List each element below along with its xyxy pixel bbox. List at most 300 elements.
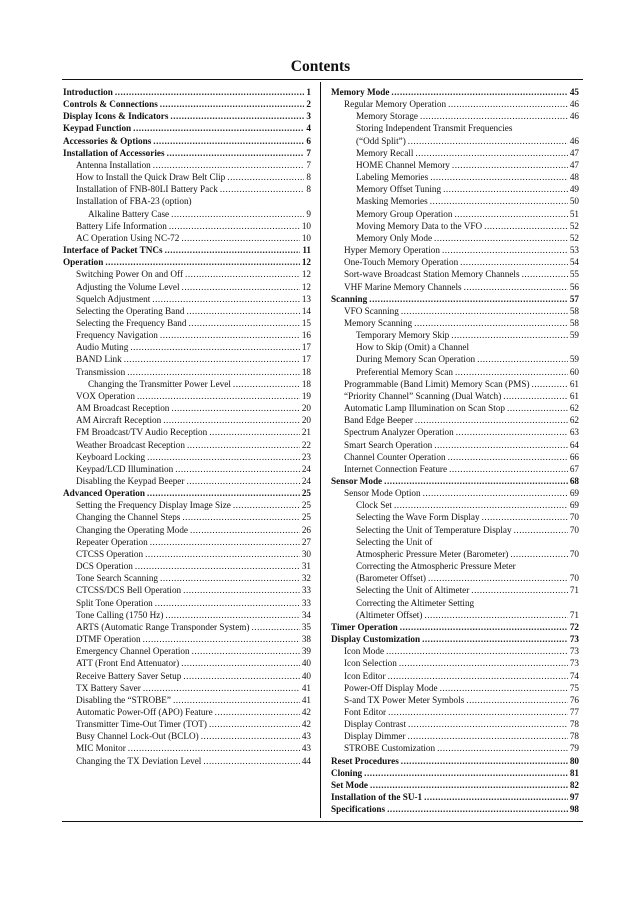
- toc-entry-title: During Memory Scan Operation: [356, 354, 476, 365]
- toc-leader-dots: [160, 329, 300, 341]
- toc-entry[interactable]: [331, 536, 579, 548]
- toc-entry-title: Memory Storage: [356, 111, 419, 122]
- toc-entry-title: ATT (Front End Attenuator): [76, 658, 180, 669]
- toc-entry[interactable]: [63, 560, 311, 572]
- toc-entry-title: Font Editor: [344, 706, 387, 717]
- toc-entry-title: Spectrum Analyzer Operation: [344, 427, 454, 438]
- toc-entry-title: CTCSS Operation: [76, 548, 144, 559]
- toc-leader-dots: [153, 135, 304, 147]
- toc-entry-page: 7: [306, 159, 311, 170]
- toc-entry-page: 53: [569, 245, 579, 256]
- toc-entry-title: Display Customization: [331, 634, 421, 645]
- toc-entry[interactable]: [63, 645, 311, 657]
- toc-leader-dots: [370, 779, 568, 791]
- toc-entry[interactable]: [63, 742, 311, 754]
- toc-leader-dots: [227, 171, 304, 183]
- toc-entry-title: Disabling the “STROBE”: [76, 694, 171, 705]
- toc-entry[interactable]: [331, 633, 579, 645]
- toc-entry-title: Transmitter Time-Out Timer (TOT): [76, 719, 207, 730]
- toc-entry[interactable]: [331, 572, 579, 584]
- toc-leader-dots: [443, 183, 568, 195]
- toc-entry-page: 43: [301, 731, 311, 742]
- toc-leader-dots: [464, 281, 568, 293]
- toc-entry-title: TX Battery Saver: [76, 682, 141, 693]
- toc-entry[interactable]: [331, 451, 579, 463]
- toc-leader-dots: [153, 159, 305, 171]
- toc-entry[interactable]: [63, 572, 311, 584]
- toc-entry-title: Channel Counter Operation: [344, 451, 446, 462]
- toc-entry[interactable]: [63, 718, 311, 730]
- toc-entry-title: Tone Search Scanning: [76, 573, 159, 584]
- toc-entry[interactable]: [63, 730, 311, 742]
- toc-entry-title: Battery Life Information: [76, 220, 167, 231]
- toc-leader-dots: [160, 572, 300, 584]
- toc-entry-page: 70: [569, 573, 579, 584]
- toc-entry-title: Cloning: [331, 767, 363, 778]
- toc-entry[interactable]: [63, 439, 311, 451]
- toc-entry[interactable]: [331, 232, 579, 244]
- toc-entry[interactable]: [63, 366, 311, 378]
- toc-leader-dots: [387, 803, 568, 815]
- toc-entry-page: 2: [306, 99, 311, 110]
- toc-entry[interactable]: [331, 548, 579, 560]
- toc-entry[interactable]: [63, 390, 311, 402]
- toc-entry[interactable]: [331, 122, 579, 134]
- toc-entry[interactable]: [331, 682, 579, 694]
- toc-entry-title: Split Tone Operation: [76, 597, 153, 608]
- toc-entry[interactable]: [331, 268, 579, 280]
- toc-entry[interactable]: [63, 244, 311, 256]
- toc-entry[interactable]: [63, 536, 311, 548]
- toc-entry-page: 70: [569, 524, 579, 535]
- toc-leader-dots: [171, 402, 299, 414]
- toc-entry[interactable]: [331, 694, 579, 706]
- toc-leader-dots: [430, 171, 568, 183]
- toc-entry-title: How to Skip (Omit) a Channel: [356, 342, 470, 353]
- toc-left-column: [63, 86, 311, 767]
- toc-entry-title: (Altimeter Offset): [356, 609, 423, 620]
- toc-entry-page: 50: [569, 196, 579, 207]
- toc-entry-page: 34: [301, 609, 311, 620]
- toc-leader-dots: [182, 511, 299, 523]
- toc-entry[interactable]: [63, 487, 311, 499]
- toc-entry-title: Internet Connection Feature: [344, 463, 448, 474]
- toc-leader-dots: [408, 730, 568, 742]
- toc-entry-page: 61: [569, 390, 579, 401]
- toc-entry[interactable]: [63, 122, 311, 134]
- toc-entry[interactable]: [63, 670, 311, 682]
- toc-entry[interactable]: [331, 329, 579, 341]
- toc-entry-page: 12: [301, 257, 311, 268]
- toc-entry-page: 40: [301, 658, 311, 669]
- toc-entry[interactable]: [331, 220, 579, 232]
- toc-entry[interactable]: [331, 779, 579, 791]
- toc-entry-title: Storing Independent Transmit Frequencies: [356, 123, 513, 134]
- toc-entry[interactable]: [331, 256, 579, 268]
- toc-entry-page: 62: [569, 403, 579, 414]
- toc-entry-title: AM Broadcast Reception: [76, 403, 170, 414]
- toc-entry-page: 66: [569, 451, 579, 462]
- toc-entry[interactable]: [331, 718, 579, 730]
- toc-entry[interactable]: [63, 86, 311, 98]
- toc-leader-dots: [182, 281, 300, 293]
- toc-entry[interactable]: [63, 147, 311, 159]
- toc-entry[interactable]: [331, 426, 579, 438]
- toc-entry[interactable]: [331, 439, 579, 451]
- toc-entry[interactable]: [63, 329, 311, 341]
- toc-entry-title: Programmable (Band Limit) Memory Scan (PMS): [344, 378, 530, 389]
- toc-entry-page: 42: [301, 719, 311, 730]
- toc-entry-title: Automatic Lamp Illumination on Scan Stop: [344, 403, 506, 414]
- top-rule: [62, 79, 583, 80]
- toc-entry[interactable]: [63, 609, 311, 621]
- toc-leader-dots: [507, 402, 568, 414]
- toc-entry[interactable]: [331, 378, 579, 390]
- toc-entry-page: 12: [301, 269, 311, 280]
- toc-leader-dots: [203, 755, 299, 767]
- toc-entry-title: Selecting the Operating Band: [76, 305, 185, 316]
- toc-entry-title: Moving Memory Data to the VFO: [356, 220, 483, 231]
- toc-entry-page: 73: [569, 634, 579, 645]
- toc-leader-dots: [414, 317, 568, 329]
- toc-entry[interactable]: [63, 755, 311, 767]
- toc-entry[interactable]: [331, 390, 579, 402]
- toc-leader-dots: [128, 742, 300, 754]
- toc-entry[interactable]: [331, 183, 579, 195]
- toc-entry[interactable]: [331, 584, 579, 596]
- toc-entry-title: Memory Offset Tuning: [356, 184, 442, 195]
- toc-entry[interactable]: [63, 256, 311, 268]
- toc-leader-dots: [364, 767, 568, 779]
- toc-entry[interactable]: [331, 670, 579, 682]
- toc-leader-dots: [477, 353, 568, 365]
- toc-entry-title: Advanced Operation: [63, 488, 145, 499]
- toc-leader-dots: [510, 548, 568, 560]
- toc-entry-page: 17: [301, 342, 311, 353]
- toc-entry-title: How to Install the Quick Draw Belt Clip: [76, 172, 226, 183]
- toc-entry[interactable]: [63, 621, 311, 633]
- toc-entry-page: 23: [301, 451, 311, 462]
- toc-leader-dots: [415, 414, 568, 426]
- toc-entry-title: CTCSS/DCS Bell Operation: [76, 585, 182, 596]
- page-title: Contents: [290, 58, 351, 75]
- toc-leader-dots: [165, 244, 301, 256]
- toc-entry-page: 16: [301, 330, 311, 341]
- toc-entry-page: 33: [301, 597, 311, 608]
- toc-entry[interactable]: [63, 98, 311, 110]
- toc-entry[interactable]: [331, 208, 579, 220]
- toc-leader-dots: [209, 426, 300, 438]
- toc-entry[interactable]: [63, 657, 311, 669]
- toc-entry-page: 98: [569, 804, 579, 815]
- toc-entry-title: FM Broadcast/TV Audio Reception: [76, 427, 208, 438]
- toc-entry[interactable]: [63, 451, 311, 463]
- toc-entry-title: Specifications: [331, 804, 386, 815]
- toc-entry-page: 62: [569, 415, 579, 426]
- toc-entry[interactable]: [63, 511, 311, 523]
- toc-entry[interactable]: [331, 609, 579, 621]
- toc-leader-dots: [424, 609, 567, 621]
- toc-entry[interactable]: [63, 208, 311, 220]
- toc-entry-title: Alkaline Battery Case: [88, 208, 170, 219]
- toc-entry[interactable]: [331, 463, 579, 475]
- toc-entry-page: 71: [569, 585, 579, 596]
- toc-entry-title: Band Edge Beeper: [344, 415, 413, 426]
- toc-leader-dots: [133, 122, 304, 134]
- toc-entry[interactable]: [331, 135, 579, 147]
- toc-entry[interactable]: [63, 584, 311, 596]
- toc-entry[interactable]: [63, 402, 311, 414]
- toc-entry-title: Transmission: [76, 366, 126, 377]
- toc-entry[interactable]: [63, 195, 311, 207]
- toc-leader-dots: [430, 195, 568, 207]
- toc-leader-dots: [448, 98, 568, 110]
- toc-entry-title: Memory Only Mode: [356, 232, 433, 243]
- toc-entry-title: Selecting the Unit of: [356, 536, 433, 547]
- toc-entry-title: Operation: [63, 257, 104, 268]
- toc-entry-page: 8: [306, 172, 311, 183]
- toc-entry[interactable]: [63, 183, 311, 195]
- toc-leader-dots: [181, 232, 299, 244]
- toc-leader-dots: [440, 682, 568, 694]
- toc-entry-title: DTMF Operation: [76, 634, 141, 645]
- toc-entry[interactable]: [331, 730, 579, 742]
- toc-leader-dots: [422, 633, 568, 645]
- toc-entry-title: HOME Channel Memory: [356, 159, 450, 170]
- toc-entry-page: 7: [306, 147, 311, 158]
- toc-leader-dots: [420, 110, 568, 122]
- toc-entry[interactable]: [331, 487, 579, 499]
- toc-entry-page: 80: [569, 755, 579, 766]
- toc-entry[interactable]: [63, 426, 311, 438]
- toc-entry-title: Sensor Mode: [331, 476, 383, 486]
- toc-entry[interactable]: [331, 171, 579, 183]
- toc-entry-title: Busy Channel Lock-Out (BCLO): [76, 731, 199, 742]
- toc-entry[interactable]: [331, 366, 579, 378]
- toc-entry-page: 74: [569, 670, 579, 681]
- toc-entry[interactable]: [63, 682, 311, 694]
- toc-entry[interactable]: [331, 499, 579, 511]
- toc-entry-page: 68: [569, 476, 579, 486]
- toc-entry-page: 18: [301, 378, 311, 389]
- toc-entry-page: 43: [301, 743, 311, 754]
- toc-entry-page: 20: [301, 415, 311, 426]
- toc-entry-title: Changing the TX Deviation Level: [76, 755, 202, 766]
- toc-entry-title: Installation of FBA-23 (option): [76, 196, 192, 207]
- toc-entry[interactable]: [331, 657, 579, 669]
- toc-entry-page: 73: [569, 646, 579, 657]
- toc-entry[interactable]: [331, 110, 579, 122]
- toc-entry[interactable]: [331, 147, 579, 159]
- toc-leader-dots: [408, 718, 568, 730]
- toc-entry[interactable]: [331, 791, 579, 803]
- toc-entry-page: 97: [569, 792, 579, 803]
- toc-entry-title: Memory Scanning: [344, 317, 413, 328]
- toc-entry[interactable]: [331, 305, 579, 317]
- toc-entry-title: DCS Operation: [76, 561, 133, 572]
- toc-entry[interactable]: [331, 645, 579, 657]
- toc-entry-title: Squelch Adjustment: [76, 293, 151, 304]
- toc-entry[interactable]: [63, 317, 311, 329]
- toc-entry-page: 77: [569, 706, 579, 717]
- toc-entry[interactable]: [63, 341, 311, 353]
- toc-entry[interactable]: [331, 353, 579, 365]
- toc-leader-dots: [384, 475, 568, 487]
- toc-entry-title: Keypad Function: [63, 123, 132, 134]
- toc-entry[interactable]: [331, 159, 579, 171]
- toc-leader-dots: [233, 378, 300, 390]
- toc-entry[interactable]: [331, 317, 579, 329]
- toc-entry[interactable]: [63, 694, 311, 706]
- toc-entry[interactable]: [331, 742, 579, 754]
- toc-entry-title: VFO Scanning: [344, 305, 399, 316]
- toc-entry[interactable]: [331, 195, 579, 207]
- toc-entry[interactable]: [331, 244, 579, 256]
- toc-entry[interactable]: [63, 171, 311, 183]
- toc-entry-page: 79: [569, 743, 579, 754]
- toc-leader-dots: [401, 305, 568, 317]
- toc-entry-page: 25: [301, 488, 311, 499]
- toc-leader-dots: [135, 560, 300, 572]
- toc-leader-dots: [124, 353, 300, 365]
- toc-entry-page: 52: [569, 220, 579, 231]
- toc-entry-page: 8: [306, 184, 311, 195]
- toc-entry-page: 14: [301, 305, 311, 316]
- toc-entry[interactable]: [331, 98, 579, 110]
- toc-entry-page: 61: [569, 378, 579, 389]
- toc-entry-title: (Barometer Offset): [356, 573, 426, 584]
- toc-entry-page: 60: [569, 366, 579, 377]
- toc-leader-dots: [220, 183, 305, 195]
- toc-entry-title: Weather Broadcast Reception: [76, 439, 185, 450]
- toc-entry-page: 41: [301, 682, 311, 693]
- toc-leader-dots: [170, 110, 304, 122]
- toc-entry-page: 72: [569, 621, 579, 632]
- toc-entry-page: 35: [301, 621, 311, 632]
- toc-entry-title: Repeater Operation: [76, 536, 148, 547]
- toc-entry-page: 27: [301, 536, 311, 547]
- toc-entry[interactable]: [331, 767, 579, 779]
- toc-entry[interactable]: [63, 414, 311, 426]
- toc-entry-title: Interface of Packet TNCs: [63, 245, 163, 256]
- toc-entry-page: 58: [569, 305, 579, 316]
- toc-entry-page: 30: [301, 548, 311, 559]
- toc-leader-dots: [401, 755, 568, 767]
- toc-entry[interactable]: [331, 621, 579, 633]
- toc-entry-title: Masking Memories: [356, 196, 428, 207]
- column-divider: [320, 82, 321, 818]
- toc-entry[interactable]: [331, 414, 579, 426]
- toc-entry-page: 73: [569, 658, 579, 669]
- toc-entry-title: Reset Procedures: [331, 755, 399, 766]
- toc-entry-title: Temporary Memory Skip: [356, 330, 450, 341]
- toc-entry-title: Tone Calling (1750 Hz): [76, 609, 164, 620]
- toc-entry[interactable]: [331, 755, 579, 767]
- toc-entry[interactable]: [63, 232, 311, 244]
- toc-leader-dots: [160, 98, 305, 110]
- toc-leader-dots: [437, 742, 568, 754]
- toc-leader-dots: [137, 390, 300, 402]
- toc-leader-dots: [115, 86, 305, 98]
- toc-entry-title: VHF Marine Memory Channels: [344, 281, 462, 292]
- toc-entry[interactable]: [63, 305, 311, 317]
- toc-entry[interactable]: [63, 706, 311, 718]
- toc-entry-page: 11: [302, 245, 311, 256]
- toc-entry[interactable]: [331, 597, 579, 609]
- toc-entry[interactable]: [331, 293, 579, 305]
- toc-leader-dots: [460, 256, 568, 268]
- toc-entry-title: Switching Power On and Off: [76, 269, 184, 280]
- toc-entry-page: 52: [569, 232, 579, 243]
- toc-entry[interactable]: [331, 341, 579, 353]
- toc-entry[interactable]: [63, 281, 311, 293]
- toc-entry-page: 64: [569, 439, 579, 450]
- toc-entry-title: Installation of the SU-1: [331, 792, 423, 803]
- toc-entry-page: 4: [306, 123, 311, 134]
- toc-entry[interactable]: [63, 524, 311, 536]
- toc-entry[interactable]: [63, 378, 311, 390]
- toc-entry-title: (“Odd Split”): [356, 135, 406, 146]
- toc-entry[interactable]: [63, 159, 311, 171]
- toc-entry[interactable]: [331, 560, 579, 572]
- toc-leader-dots: [388, 670, 568, 682]
- toc-entry[interactable]: [63, 597, 311, 609]
- toc-leader-dots: [185, 268, 300, 280]
- toc-leader-dots: [143, 682, 300, 694]
- toc-entry[interactable]: [331, 86, 579, 98]
- toc-entry[interactable]: [63, 499, 311, 511]
- toc-entry-title: Selecting the Unit of Temperature Display: [356, 524, 512, 535]
- toc-entry-page: 49: [569, 184, 579, 195]
- toc-entry-page: 47: [569, 147, 579, 158]
- toc-entry[interactable]: [63, 353, 311, 365]
- toc-entry[interactable]: [63, 110, 311, 122]
- toc-entry-title: Keypad/LCD Illumination: [76, 463, 174, 474]
- toc-entry[interactable]: [63, 220, 311, 232]
- toc-entry[interactable]: [63, 463, 311, 475]
- toc-leader-dots: [145, 548, 300, 560]
- toc-leader-dots: [482, 511, 568, 523]
- toc-entry-page: 31: [301, 561, 311, 572]
- toc-entry[interactable]: [331, 803, 579, 815]
- toc-entry[interactable]: [331, 706, 579, 718]
- toc-entry[interactable]: [331, 475, 579, 487]
- toc-entry[interactable]: [331, 524, 579, 536]
- toc-entry[interactable]: [63, 475, 311, 487]
- toc-entry-title: Icon Editor: [344, 670, 386, 681]
- toc-entry-title: Changing the Channel Steps: [76, 512, 181, 523]
- toc-entry-page: 25: [301, 500, 311, 511]
- toc-entry-page: 57: [569, 293, 579, 304]
- toc-entry-page: 22: [301, 439, 311, 450]
- toc-leader-dots: [147, 451, 300, 463]
- toc-entry-title: STROBE Customization: [344, 743, 436, 754]
- toc-leader-dots: [183, 584, 300, 596]
- toc-entry-page: 46: [569, 99, 579, 110]
- toc-entry[interactable]: [63, 293, 311, 305]
- toc-entry[interactable]: [331, 281, 579, 293]
- toc-entry[interactable]: [63, 268, 311, 280]
- toc-entry[interactable]: [63, 633, 311, 645]
- toc-entry[interactable]: [63, 548, 311, 560]
- toc-entry[interactable]: [63, 135, 311, 147]
- toc-entry-page: 54: [569, 257, 579, 268]
- toc-entry-page: 45: [569, 87, 579, 97]
- toc-entry-page: 19: [301, 390, 311, 401]
- toc-entry[interactable]: [331, 402, 579, 414]
- toc-entry-title: Sort-wave Broadcast Station Memory Channels: [344, 269, 520, 280]
- toc-entry[interactable]: [331, 511, 579, 523]
